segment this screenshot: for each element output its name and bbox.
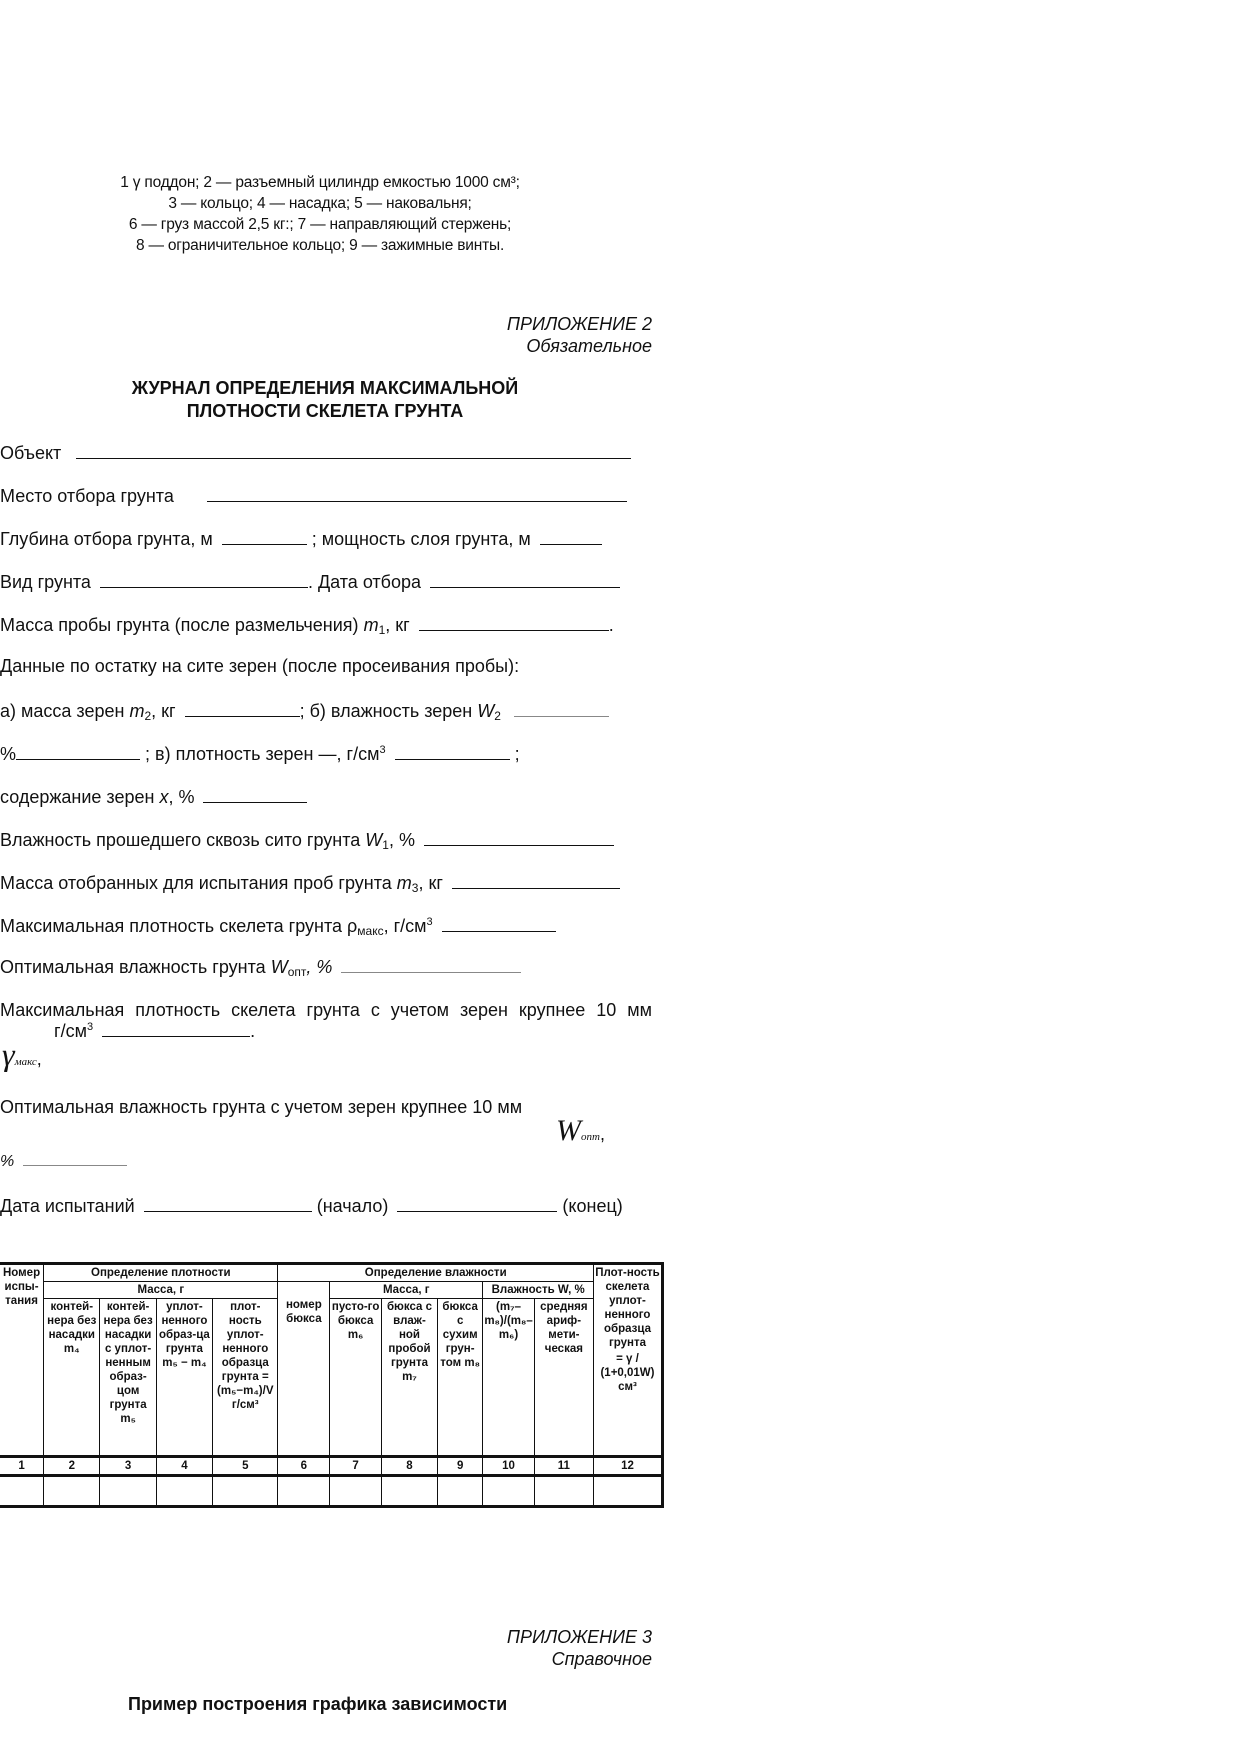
cell[interactable] bbox=[382, 1476, 438, 1507]
col-num-6: 6 bbox=[278, 1457, 330, 1476]
cell[interactable] bbox=[44, 1476, 100, 1507]
col-num-7: 7 bbox=[330, 1457, 382, 1476]
percent-label: % bbox=[0, 744, 17, 764]
opt-moisture-label: Оптимальная влажность грунта bbox=[0, 957, 266, 977]
col-num-2: 2 bbox=[44, 1457, 100, 1476]
moisture-passed-label: Влажность прошедшего сквозь сито грунта bbox=[0, 830, 361, 850]
field-max-density-coarse: Максимальная плотность скелета грунта с учетом зерен крупнее 10 мм $г/см^3$ . bbox=[0, 1000, 652, 1041]
cell[interactable] bbox=[483, 1476, 534, 1507]
thickness-blank[interactable] bbox=[540, 527, 602, 545]
moisture-passed-blank[interactable] bbox=[424, 828, 614, 846]
thickness-label: ; мощность слоя грунта, м bbox=[311, 529, 531, 549]
th-col-2: контей-нера без насадки m₄ bbox=[44, 1299, 100, 1457]
cell[interactable] bbox=[213, 1476, 278, 1507]
field-max-density: Максимальная плотность скелета грунта ρмакс, $г/см^3$ bbox=[0, 914, 556, 937]
col-num-3: 3 bbox=[100, 1457, 156, 1476]
th-moisture-w: Влажность W, % bbox=[483, 1282, 594, 1299]
max-density-coarse-label: Максимальная плотность скелета грунта с учетом зерен крупнее 10 мм bbox=[0, 1000, 652, 1020]
max-density-blank[interactable] bbox=[442, 914, 556, 932]
cell[interactable] bbox=[278, 1476, 330, 1507]
appendix-3-title: ПРИЛОЖЕНИЕ 3 bbox=[506, 1627, 652, 1647]
max-density-unit: , г/см bbox=[383, 916, 427, 936]
soil-type-blank[interactable] bbox=[100, 570, 308, 588]
appendix-2-header bbox=[507, 313, 652, 357]
grain-content-unit: , % bbox=[168, 787, 195, 807]
figure-legend bbox=[70, 172, 570, 256]
field-test-date bbox=[0, 1194, 623, 1217]
grain-density-label: ; в) плотность зерен —, г/см bbox=[145, 744, 380, 764]
th-col-5: плот-ность уплот-ненного образца грунта = (m₅−m₄)/V г/см³ bbox=[213, 1299, 278, 1457]
place-label: Место отбора грунта bbox=[0, 486, 174, 506]
grain-density-blank[interactable] bbox=[395, 742, 510, 760]
gamma-subscript: макс bbox=[14, 1056, 37, 1068]
field-opt-moisture: Оптимальная влажность грунта Wопт, % bbox=[0, 957, 521, 978]
col-num-12: 12 bbox=[593, 1457, 662, 1476]
field-opt-moisture-coarse-value bbox=[0, 1151, 127, 1171]
sample-mass-blank[interactable] bbox=[419, 613, 609, 631]
th-density: Определение плотности bbox=[44, 1264, 278, 1282]
col-num-11: 11 bbox=[534, 1457, 593, 1476]
grain-mass-unit: , кг bbox=[151, 701, 176, 721]
test-date-end-blank[interactable] bbox=[397, 1194, 557, 1212]
col-num-1: 1 bbox=[0, 1457, 44, 1476]
th-number: Номер испы-тания bbox=[0, 1264, 44, 1457]
mass-samples-blank[interactable] bbox=[452, 871, 620, 889]
journal-table bbox=[0, 1262, 664, 1508]
th-moisture: Определение влажности bbox=[278, 1264, 593, 1282]
grain-content-blank[interactable] bbox=[203, 785, 307, 803]
legend-line-4: 8 — ограничительное кольцо; 9 — зажимные винты. bbox=[135, 237, 505, 254]
moisture-passed-unit: , % bbox=[388, 830, 415, 850]
field-grain-content: содержание зерен x, % bbox=[0, 785, 307, 808]
legend-line-1: 1 γ поддон; 2 — разъемный цилиндр емкостью 1000 см³; bbox=[120, 174, 520, 191]
object-blank[interactable] bbox=[76, 441, 631, 459]
grain-mass-label: а) масса зерен bbox=[0, 701, 125, 721]
col-num-5: 5 bbox=[213, 1457, 278, 1476]
field-sample-mass: Масса пробы грунта (после размельчения) m1, кг . bbox=[0, 615, 614, 637]
cell[interactable] bbox=[437, 1476, 482, 1507]
opt-moisture-unit: , % bbox=[306, 957, 333, 977]
th-col-7: пусто-го бюкса m₆ bbox=[330, 1299, 382, 1457]
soil-type-label: Вид грунта bbox=[0, 572, 91, 592]
sample-mass-unit: , кг bbox=[385, 615, 410, 635]
gamma-symbol: γ bbox=[2, 1036, 15, 1072]
appendix-2-subtitle: Обязательное bbox=[526, 336, 652, 356]
col-num-10: 10 bbox=[483, 1457, 534, 1476]
object-label: Объект bbox=[0, 443, 62, 463]
journal-title-line-1: ЖУРНАЛ ОПРЕДЕЛЕНИЯ МАКСИМАЛЬНОЙ bbox=[131, 378, 519, 398]
cell[interactable] bbox=[330, 1476, 382, 1507]
max-density-coarse-blank[interactable] bbox=[102, 1019, 250, 1037]
w-opt-symbol: Wопт, bbox=[556, 1114, 605, 1147]
col-num-9: 9 bbox=[437, 1457, 482, 1476]
col-num-8: 8 bbox=[382, 1457, 438, 1476]
th-col-9: бюкса с сухим грун-том m₈ bbox=[437, 1299, 482, 1457]
max-density-label: Максимальная плотность скелета грунта bbox=[0, 916, 343, 936]
cell[interactable] bbox=[156, 1476, 212, 1507]
percent-italic: % bbox=[0, 1153, 15, 1170]
appendix-3-header bbox=[507, 1626, 652, 1670]
th-skeleton-label: Плот-ность скелета уплот-ненного образца грунта bbox=[595, 1267, 660, 1349]
w-symbol: W bbox=[556, 1114, 581, 1147]
field-place bbox=[0, 484, 627, 507]
appendix-2-title: ПРИЛОЖЕНИЕ 2 bbox=[506, 314, 652, 334]
th-skeleton-density bbox=[593, 1264, 662, 1457]
th-col-11: средняя ариф-мети-ческая bbox=[534, 1299, 593, 1457]
sample-mass-label: Масса пробы грунта (после размельчения) bbox=[0, 615, 359, 635]
grain-moisture-label: ; б) влажность зерен bbox=[299, 701, 473, 721]
th-mass-density: Масса, г bbox=[44, 1282, 278, 1299]
grain-mass-blank[interactable] bbox=[185, 699, 300, 717]
max-density-coarse-unit: г/см bbox=[54, 1021, 87, 1041]
mass-samples-unit: , кг bbox=[418, 873, 443, 893]
end-label: (конец) bbox=[562, 1196, 623, 1216]
depth-blank[interactable] bbox=[222, 527, 307, 545]
field-grain-mass: а) масса зерен m2, кг ; б) влажность зерен W2 bbox=[0, 699, 609, 722]
grain-moisture-percent-blank[interactable] bbox=[16, 742, 140, 760]
w-subscript: опт bbox=[581, 1131, 600, 1143]
th-skeleton-formula: = γ / (1+0,01W) см³ bbox=[600, 1353, 655, 1393]
field-opt-moisture-coarse: Оптимальная влажность грунта с учетом зерен крупнее 10 мм bbox=[0, 1097, 523, 1117]
field-depth bbox=[0, 527, 602, 550]
start-label: (начало) bbox=[316, 1196, 389, 1216]
legend-line-3: 6 — груз массой 2,5 кг:; 7 — направляющий стержень; bbox=[128, 216, 512, 233]
test-date-start-blank[interactable] bbox=[144, 1194, 312, 1212]
th-mass-moisture: Масса, г bbox=[330, 1282, 483, 1299]
date-sampling-label: . Дата отбора bbox=[307, 572, 422, 592]
cell[interactable] bbox=[593, 1476, 662, 1507]
journal-title bbox=[40, 377, 610, 423]
date-sampling-blank[interactable] bbox=[430, 570, 620, 588]
table-row bbox=[0, 1476, 663, 1507]
cell[interactable] bbox=[0, 1476, 44, 1507]
cell[interactable] bbox=[534, 1476, 593, 1507]
legend-line-2: 3 — кольцо; 4 — насадка; 5 — наковальня; bbox=[168, 195, 472, 212]
semicolon: ; bbox=[514, 744, 520, 764]
field-mass-samples: Масса отобранных для испытания проб грунта m3, кг bbox=[0, 871, 620, 894]
test-date-label: Дата испытаний bbox=[0, 1196, 135, 1216]
field-soil-type bbox=[0, 570, 620, 593]
field-sieve-data: Данные по остатку на сите зерен (после просеивания пробы): bbox=[0, 656, 520, 676]
grain-content-label: содержание зерен bbox=[0, 787, 155, 807]
appendix-3-subtitle: Справочное bbox=[551, 1649, 652, 1669]
gamma-max-symbol: γмакс, bbox=[2, 1036, 42, 1072]
th-col-8: бюкса с влаж-ной пробой грунта m₇ bbox=[382, 1299, 438, 1457]
field-moisture-passed: Влажность прошедшего сквозь сито грунта W1, % bbox=[0, 828, 614, 851]
field-object bbox=[0, 441, 631, 464]
graph-title: Пример построения графика зависимости bbox=[128, 1694, 508, 1714]
th-col-10: (m₇–m₈)/(m₈–m₆) bbox=[483, 1299, 534, 1457]
place-blank[interactable] bbox=[207, 484, 627, 502]
th-col-3: контей-нера без насадки с уплот-ненным образ-цом грунта m₅ bbox=[100, 1299, 156, 1457]
col-num-4: 4 bbox=[156, 1457, 212, 1476]
journal-title-line-2: ПЛОТНОСТИ СКЕЛЕТА ГРУНТА bbox=[186, 401, 464, 421]
mass-samples-label: Масса отобранных для испытания проб грунта bbox=[0, 873, 392, 893]
depth-label: Глубина отбора грунта, м bbox=[0, 529, 213, 549]
th-box-number: номер бюкса bbox=[278, 1282, 330, 1457]
opt-moisture-coarse-blank[interactable] bbox=[23, 1151, 127, 1166]
field-grain-density: % ; в) плотность зерен —, $г/см^3$ ; bbox=[0, 744, 520, 764]
grain-moisture-blank[interactable] bbox=[514, 702, 609, 717]
opt-moisture-blank[interactable] bbox=[341, 958, 521, 973]
cell[interactable] bbox=[100, 1476, 156, 1507]
th-col-4: уплот-ненного образ-ца грунта m₅ − m₄ bbox=[156, 1299, 212, 1457]
